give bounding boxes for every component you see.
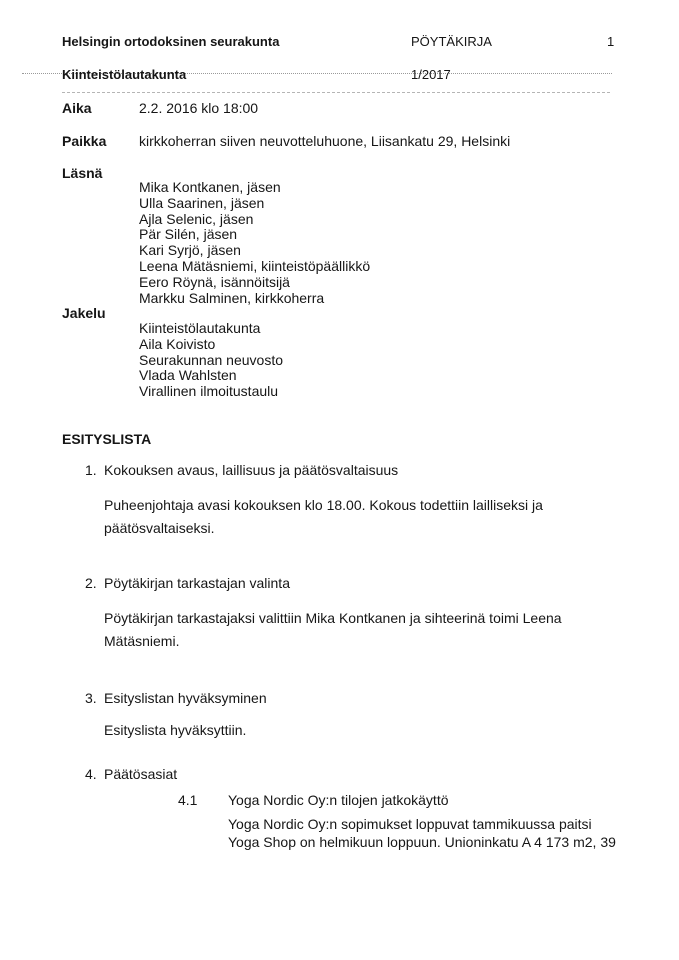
document-number: 1/2017: [411, 67, 451, 82]
text-line: päätösvaltaiseksi.: [104, 520, 215, 536]
agenda-item-text: [104, 607, 562, 653]
list-item: Leena Mätäsniemi, kiinteistöpäällikkö: [139, 257, 371, 274]
agenda-item-number: 3.: [85, 690, 97, 706]
page-number: 1: [607, 34, 615, 49]
place-value: kirkkoherran siiven neuvotteluhuone, Liisankatu 29, Helsinki: [139, 133, 511, 149]
place-label: Paikka: [62, 133, 107, 149]
list-item: Kari Syrjö, jäsen: [139, 242, 241, 259]
agenda-item-text: [104, 494, 543, 540]
list-item: Ulla Saarinen, jäsen: [139, 194, 265, 211]
present-list: [139, 180, 370, 306]
agenda-item-title: Esityslistan hyväksyminen: [104, 690, 267, 706]
agenda-heading: ESITYSLISTA: [62, 431, 152, 447]
list-item: Vlada Wahlsten: [139, 367, 237, 384]
list-item: Aila Koivisto: [139, 335, 216, 352]
present-label: Läsnä: [62, 165, 103, 181]
time-value: 2.2. 2016 klo 18:00: [139, 100, 259, 116]
list-item: Ajla Selenic, jäsen: [139, 210, 254, 227]
agenda-item-text: Esityslista hyväksyttiin.: [104, 722, 247, 738]
list-item: Markku Salminen, kirkkoherra: [139, 289, 325, 306]
list-item: Kiinteistölautakunta: [139, 320, 261, 336]
list-item: Eero Röynä, isännöitsijä: [139, 273, 290, 290]
subitem-text: [228, 815, 616, 851]
text-line: Mätäsniemi.: [104, 633, 180, 649]
text-line: Yoga Shop on helmikuun loppuun. Unioninkatu A 4 173 m2, 39: [228, 834, 616, 850]
text-line: Pöytäkirjan tarkastajaksi valittiin Mika Kontkanen ja sihteerinä toimi Leena: [104, 610, 562, 626]
time-label: Aika: [62, 100, 92, 116]
agenda-item-number: 4.: [85, 766, 97, 782]
text-line: Yoga Nordic Oy:n sopimukset loppuvat tammikuussa paitsi: [228, 816, 592, 832]
agenda-item-title: Pöytäkirjan tarkastajan valinta: [104, 575, 290, 591]
subitem-title: Yoga Nordic Oy:n tilojen jatkokäyttö: [228, 792, 449, 808]
distribution-label: Jakelu: [62, 305, 106, 321]
agenda-item-number: 1.: [85, 462, 97, 478]
committee-name: Kiinteistölautakunta: [62, 67, 187, 82]
distribution-list: [139, 321, 283, 400]
list-item: Virallinen ilmoitustaulu: [139, 383, 279, 400]
agenda-item-title: Päätösasiat: [104, 766, 178, 782]
header-divider-dashed: [62, 92, 610, 93]
list-item: Pär Silén, jäsen: [139, 226, 238, 243]
agenda-item-number: 2.: [85, 575, 97, 591]
list-item: Seurakunnan neuvosto: [139, 351, 283, 368]
subitem-number: 4.1: [178, 792, 198, 808]
list-item: Mika Kontkanen, jäsen: [139, 179, 281, 195]
text-line: Puheenjohtaja avasi kokouksen klo 18.00. Kokous todettiin lailliseksi ja: [104, 497, 543, 513]
agenda-item-title: Kokouksen avaus, laillisuus ja päätösvaltaisuus: [104, 462, 399, 478]
organization-name: Helsingin ortodoksinen seurakunta: [62, 34, 280, 49]
document-type: PÖYTÄKIRJA: [411, 34, 492, 49]
